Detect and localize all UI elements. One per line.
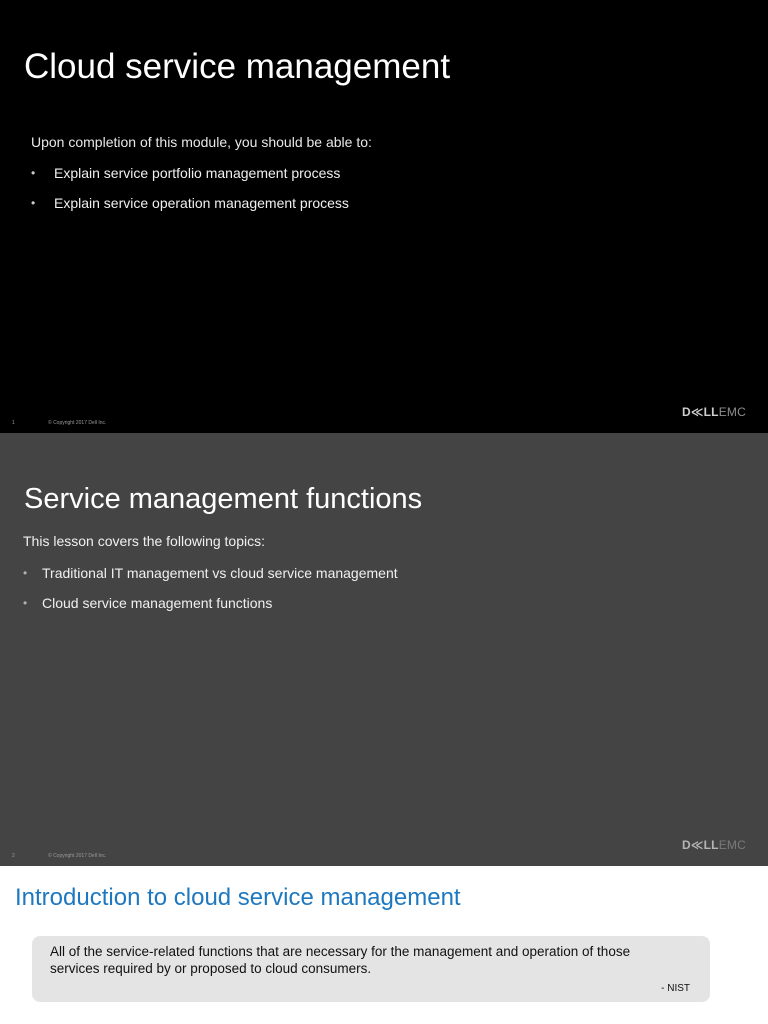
dell-logo-text: D≪LL <box>682 838 719 852</box>
page-number: 2 <box>12 853 15 859</box>
definition-callout <box>32 936 710 1002</box>
copyright-text: © Copyright 2017 Dell Inc. <box>48 853 107 859</box>
slide-1 <box>0 0 768 433</box>
bullet-list <box>23 564 398 624</box>
page-number: 1 <box>12 420 15 426</box>
slide-2 <box>0 433 768 866</box>
definition-quote: All of the service-related functions that are necessary for the management and operation of those services required by or proposed to cloud consumers. <box>50 944 631 976</box>
bullet-item <box>23 564 398 594</box>
bullet-item <box>31 164 349 194</box>
bullet-icon: • <box>23 566 28 580</box>
slide-title: Cloud service management <box>24 47 451 86</box>
copyright-text: © Copyright 2017 Dell Inc. <box>48 420 107 426</box>
bullet-icon: • <box>31 196 36 210</box>
bullet-text: Explain service operation management process <box>54 195 349 211</box>
bullet-item <box>23 594 398 624</box>
emc-logo-text: EMC <box>718 838 746 852</box>
bullet-icon: • <box>23 596 28 610</box>
bullet-icon: • <box>31 166 36 180</box>
slide-intro: This lesson covers the following topics: <box>23 533 265 549</box>
dell-logo-text: D≪LL <box>682 405 719 419</box>
emc-logo-text: EMC <box>718 405 746 419</box>
bullet-list <box>31 164 349 224</box>
bullet-text: Cloud service management functions <box>42 595 273 611</box>
bullet-item <box>31 194 349 224</box>
dell-emc-logo <box>682 838 746 852</box>
slide-3 <box>0 866 768 1024</box>
quote-source: - NIST <box>661 983 690 994</box>
dell-emc-logo <box>682 405 746 419</box>
slide-intro: Upon completion of this module, you should be able to: <box>31 134 372 150</box>
slide-title: Introduction to cloud service management <box>15 884 461 911</box>
bullet-text: Traditional IT management vs cloud service management <box>42 565 398 581</box>
bullet-text: Explain service portfolio management process <box>54 165 341 181</box>
slide-title: Service management functions <box>24 483 423 515</box>
